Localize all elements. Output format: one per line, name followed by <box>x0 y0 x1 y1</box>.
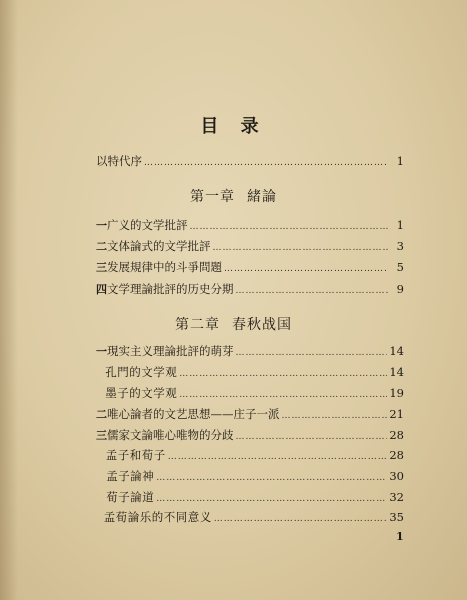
leader-dots <box>179 369 387 379</box>
leader-dots <box>156 473 387 483</box>
toc-row <box>96 238 404 254</box>
toc-label: 文体論式的文学批評 <box>107 239 211 253</box>
spine-shadow <box>0 0 18 600</box>
section-number: 二 <box>96 408 107 421</box>
toc-page: 28 <box>389 428 404 442</box>
page-number: 1 <box>396 530 404 543</box>
leader-dots <box>236 286 389 296</box>
toc-row <box>96 447 404 463</box>
chapter-name: 春秋战国 <box>232 317 292 333</box>
section-number: 一 <box>96 345 107 358</box>
toc-row <box>96 343 404 359</box>
toc-page: 1 <box>396 218 404 232</box>
toc-row <box>96 259 404 275</box>
chapter-label: 第二章 <box>175 317 220 333</box>
toc-row <box>96 281 404 297</box>
leader-dots <box>236 348 388 358</box>
toc-page: 21 <box>389 407 404 421</box>
toc-label: 发展規律中的斗爭問題 <box>107 260 222 274</box>
toc-label: 以特代序 <box>96 154 142 168</box>
chapter-heading <box>0 314 467 334</box>
toc-page: 35 <box>389 510 404 524</box>
toc-row <box>96 489 404 505</box>
toc-row <box>96 406 404 422</box>
leader-dots <box>214 514 388 524</box>
section-number: 一 <box>96 219 107 232</box>
toc-label: 儒家文論唯心唯物的分歧 <box>107 428 234 442</box>
toc-page: 14 <box>389 344 404 358</box>
toc-page: 3 <box>396 239 404 253</box>
toc-page: 30 <box>389 469 404 483</box>
leader-dots <box>179 390 387 400</box>
toc-page: 1 <box>396 154 404 168</box>
toc-row-preface <box>96 153 404 169</box>
chapter-heading <box>0 186 467 206</box>
leader-dots <box>236 432 388 442</box>
toc-row <box>96 364 404 380</box>
toc-label: 文学理論批評的历史分期 <box>107 282 234 296</box>
section-number: 三 <box>96 429 107 442</box>
toc-row <box>96 385 404 401</box>
toc-label: 墨子的文学观 <box>105 386 178 400</box>
toc-page: 5 <box>396 260 404 274</box>
toc-row <box>96 468 404 484</box>
toc-page: 28 <box>389 448 404 462</box>
leader-dots <box>224 264 388 274</box>
toc-page: 19 <box>389 386 404 400</box>
chapter-name: 緒論 <box>247 189 277 205</box>
toc-label: 荀子論道 <box>106 490 155 504</box>
toc-page: 32 <box>389 490 404 504</box>
toc-label: 孟子論神 <box>106 469 155 483</box>
leader-dots <box>213 243 389 253</box>
toc-row <box>96 427 404 443</box>
leader-dots <box>282 411 388 421</box>
leader-dots <box>156 494 387 504</box>
leader-dots <box>168 452 388 462</box>
toc-label: 广义的文学批評 <box>107 218 188 232</box>
toc-label: 孟荀論乐的不同意义 <box>103 510 212 524</box>
section-number: 三 <box>96 261 107 274</box>
toc-row <box>96 509 404 525</box>
toc-page: 14 <box>389 365 404 379</box>
toc-label: 孔門的文学观 <box>105 365 178 379</box>
section-number: 二 <box>96 240 107 253</box>
toc-label: 唯心論者的文艺思想——庄子一派 <box>107 407 280 421</box>
chapter-label: 第一章 <box>190 189 235 205</box>
toc-title: 目 录 <box>200 116 267 137</box>
toc-label: 現实主义理論批評的萌芽 <box>107 344 234 358</box>
leader-dots <box>190 222 389 232</box>
toc-page: 9 <box>396 282 404 296</box>
toc-row <box>96 217 404 233</box>
section-number: 四 <box>96 283 107 296</box>
toc-label: 孟子和荀子 <box>105 448 166 462</box>
leader-dots <box>144 158 388 168</box>
